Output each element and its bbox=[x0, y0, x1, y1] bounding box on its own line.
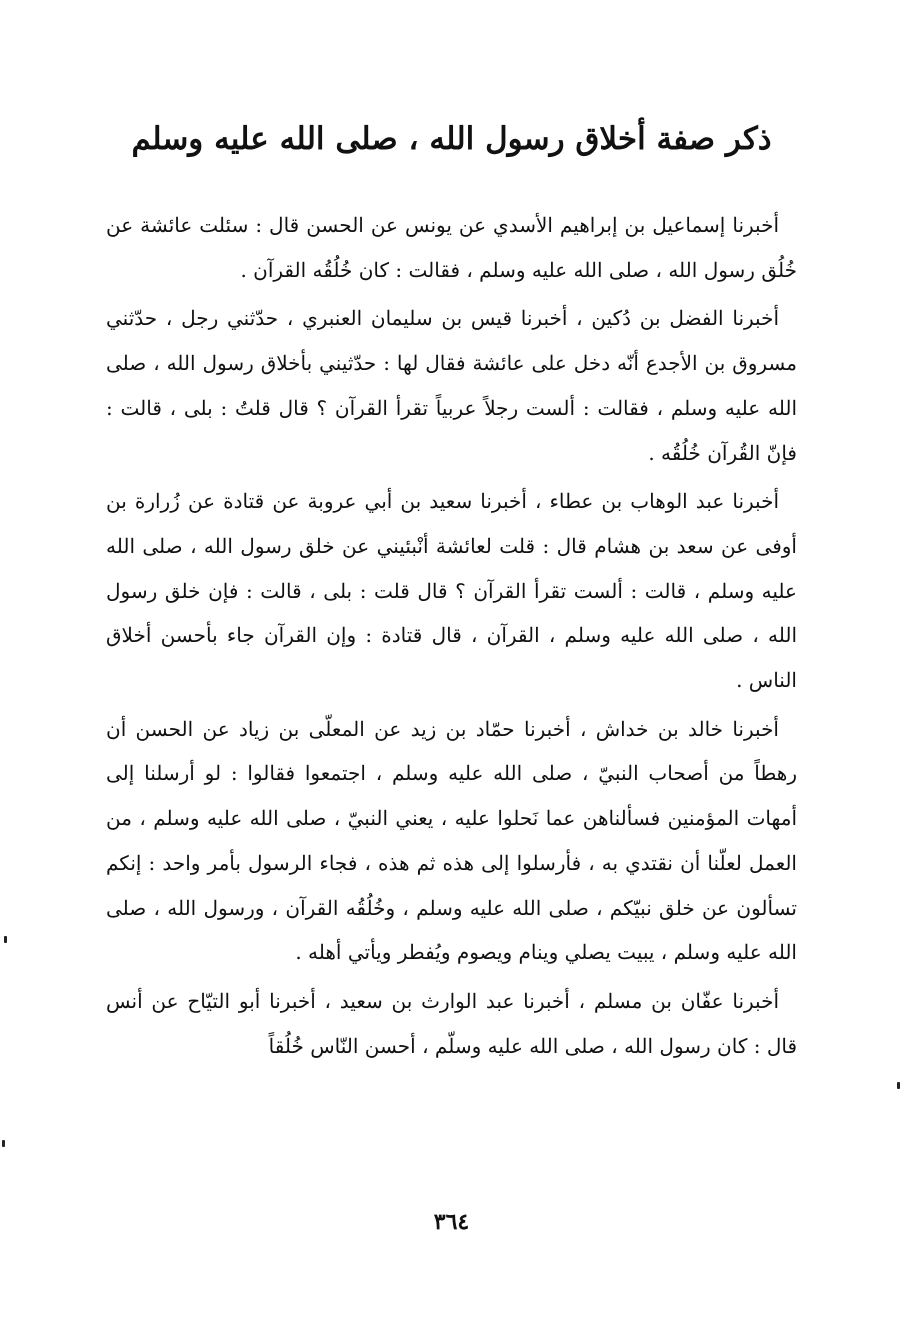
margin-mark bbox=[4, 936, 7, 943]
paragraph-saad-bin-hisham: أخبرنا عبد الوهاب بن عطاء ، أخبرنا سعيد بن أبي عروبة عن قتادة عن زُرارة بن أوفى عن سعد بن هشام قال : قلت لعائشة أنْبئيني عن خلق رسول الله ، صلى الله عليه وسلم ، قالت : ألست تقرأ القرآن ؟ قال قلت : بلى ، قالت : فإن خلق رسول الله ، صلى الله عليه وسلم ، القرآن ، قال قتادة : وإن القرآن جاء بأحسن أخلاق الناس . bbox=[106, 489, 797, 693]
paragraph-ummahat-al-muminin: أخبرنا خالد بن خداش ، أخبرنا حمّاد بن زيد عن المعلّى بن زياد عن الحسن أن رهطاً من أصحاب النبيّ ، صلى الله عليه وسلم ، اجتمعوا فقالوا : لو أرسلنا إلى أمهات المؤمنين فسألناهن عما نَحلوا عليه ، يعني النبيّ ، صلى الله عليه وسلم ، من العمل لعلّنا أن نقتدي به ، فأرسلوا إلى هذه ثم هذه ، فجاء الرسول بأمر واحد : إنكم تسألون عن خلق نبيّكم ، صلى الله عليه وسلم ، وخُلُقُه القرآن ، ورسول الله ، صلى الله عليه وسلم ، يبيت يصلي وينام ويصوم ويُفطر ويأتي أهله . bbox=[106, 716, 797, 965]
page-title: ذكر صفة أخلاق رسول الله ، صلى الله عليه وسلم bbox=[131, 121, 772, 157]
margin-mark bbox=[897, 1082, 900, 1089]
margin-mark bbox=[2, 1140, 5, 1147]
paragraph-aisha-khuluq: أخبرنا إسماعيل بن إبراهيم الأسدي عن يونس عن الحسن قال : سئلت عائشة عن خُلُق رسول الله ، صلى الله عليه وسلم ، فقالت : كان خُلُقُه القرآن . bbox=[106, 213, 797, 282]
paragraph-masruq: أخبرنا الفضل بن دُكين ، أخبرنا قيس بن سليمان العنبري ، حدّثني رجل ، حدّثني مسروق بن الأجدع أنّه دخل على عائشة فقال لها : حدّثيني بأخلاق رسول الله ، صلى الله عليه وسلم ، فقالت : ألست رجلاً عربياً تقرأ القرآن ؟ قال قلتُ : بلى ، قالت : فإنّ القُرآن خُلُقُه . bbox=[106, 306, 797, 465]
page-number: ٣٦٤ bbox=[433, 1209, 470, 1235]
paragraph-anas: أخبرنا عفّان بن مسلم ، أخبرنا عبد الوارث بن سعيد ، أخبرنا أبو التيّاح عن أنس قال : كان رسول الله ، صلى الله عليه وسلّم ، أحسن النّاس خُلُقاً bbox=[106, 988, 797, 1058]
body-text bbox=[106, 203, 797, 1072]
